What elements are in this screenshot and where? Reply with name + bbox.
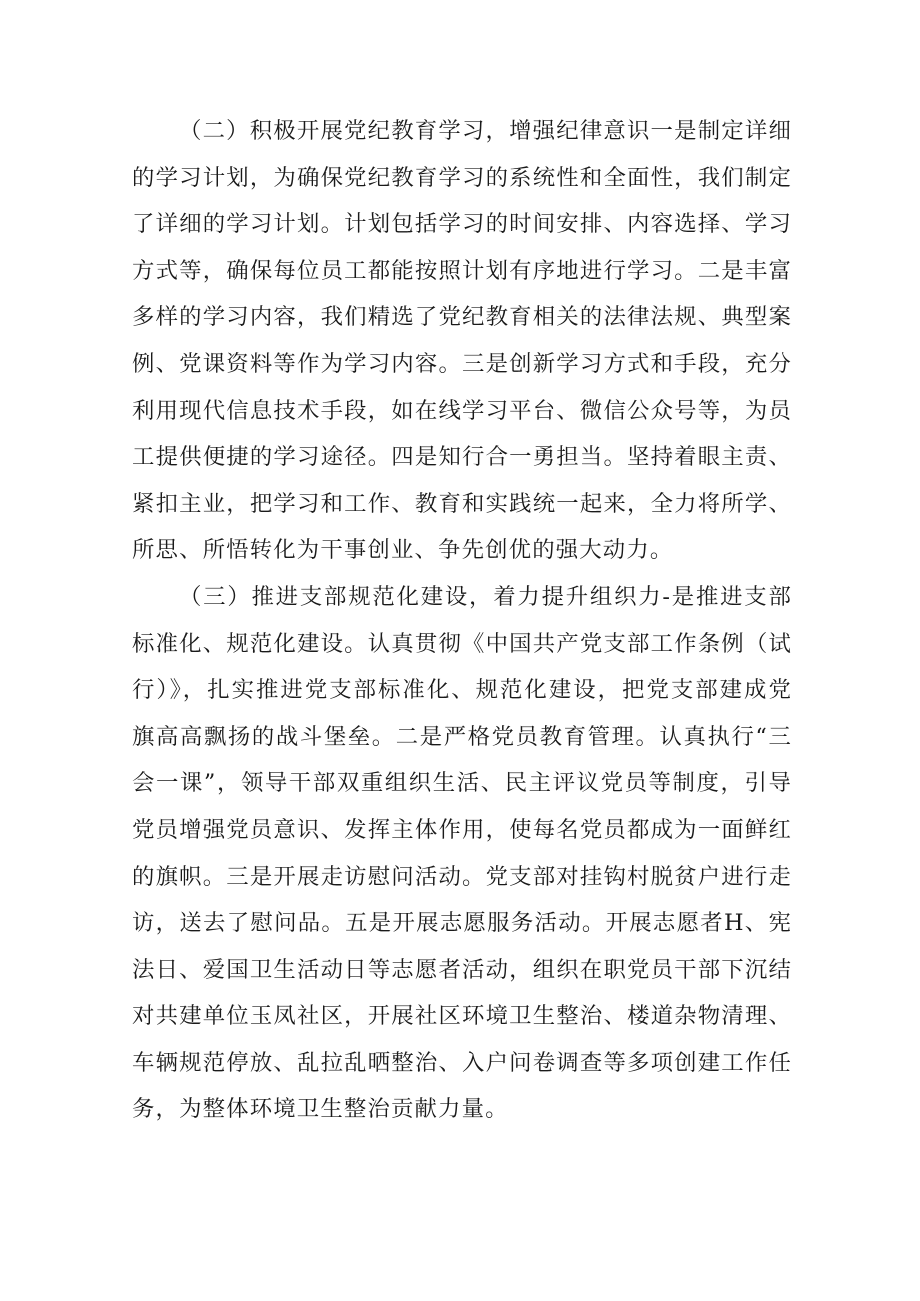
document-body	[132, 108, 792, 1133]
paragraph-discipline-education: （二）积极开展党纪教育学习，增强纪律意识一是制定详细的学习计划，为确保党纪教育学习的系统性和全面性，我们制定了详细的学习计划。计划包括学习的时间安排、内容选择、学习方式等，确保每位员工都能按照计划有序地进行学习。二是丰富多样的学习内容，我们精选了党纪教育相关的法律法规、典型案例、党课资料等作为学习内容。三是创新学习方式和手段，充分利用现代信息技术手段，如在线学习平台、微信公众号等，为员工提供便捷的学习途径。四是知行合一勇担当。坚持着眼主责、紧扣主业，把学习和工作、教育和实践统一起来，全力将所学、所思、所悟转化为干事创业、争先创优的强大动力。	[132, 118, 792, 564]
paragraph-branch-standardization: （三）推进支部规范化建设，着力提升组织力-是推进支部标准化、规范化建设。认真贯彻《中国共产党支部工作条例（试行）》，扎实推进党支部标准化、规范化建设，把党支部建成党旗高高飘扬的战斗堡垒。二是严格党员教育管理。认真执行“三会一课”，领导干部双重组织生活、民主评议党员等制度，引导党员增强党员意识、发挥主体作用，使每名党员都成为一面鲜红的旗帜。三是开展走访慰问活动。党支部对挂钩村脱贫户进行走访，送去了慰问品。五是开展志愿服务活动。开展志愿者H、宪法日、爱国卫生活动日等志愿者活动，组织在职党员干部下沉结对共建单位玉凤社区，开展社区环境卫生整治、楼道杂物清理、车辆规范停放、乱拉乱晒整治、入户问卷调查等多项创建工作任务，为整体环境卫生整治贡献力量。	[132, 583, 792, 1123]
